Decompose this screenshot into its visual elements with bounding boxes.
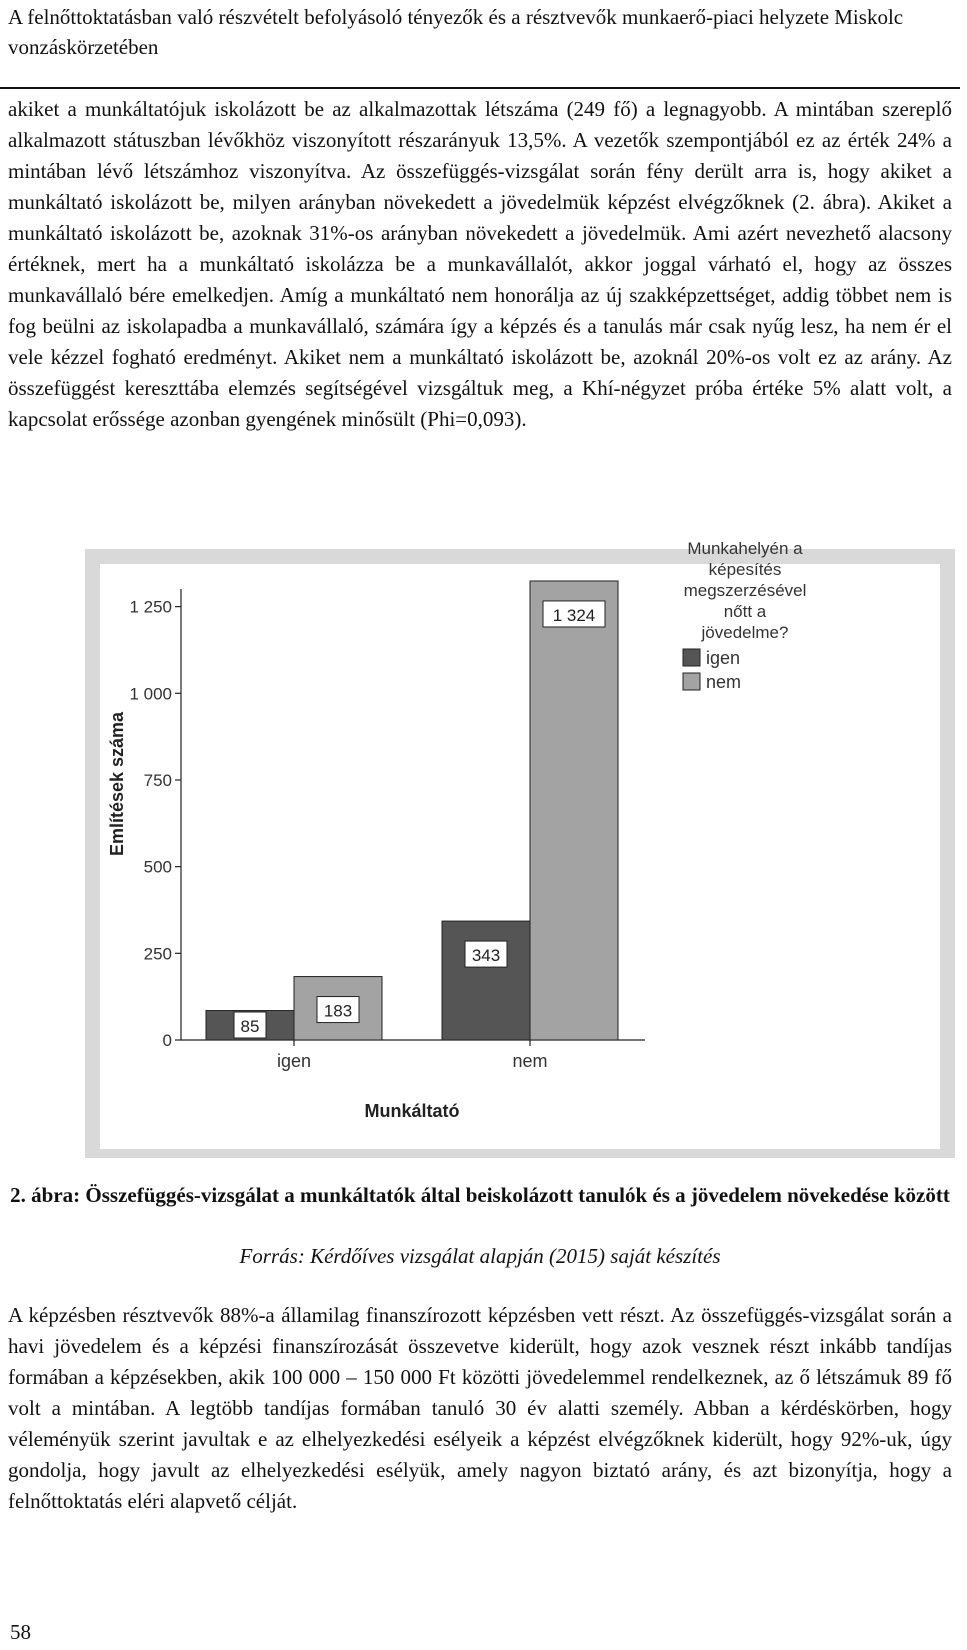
legend-title-line: jövedelme? (701, 623, 789, 642)
figure-caption-title: 2. ábra: Összefüggés-vizsgálat a munkáltatók által beiskolázott tanulók és a jövedelem növekedése között (10, 1183, 950, 1207)
chart-svg (85, 539, 955, 1158)
x-tick-label-nem: nem (512, 1051, 548, 1071)
page-number: 58 (10, 1620, 31, 1644)
body-paragraph-2: A képzésben résztvevők 88%-a államilag finanszírozott képzésben vett részt. Az összefüggés-vizsgálat során a havi jövedelem és a képzési finanszírozását összevetve kiderült, hogy azok vesznek részt inkább tandíjas formában a képzésekben, akik 100 000 – 150 000 Ft közötti jövedelemmel rendelkeznek, az ő létszámuk 89 fő volt a mintában. A legtöbb tandíjas formában tanuló 30 év alatti személy. Abban a kérdéskörben, hogy véleményük szerint javultak e az elhelyezkedési esélyeik a képzést elvégzőknek kiderült, hogy 92%-uk, úgy gondolja, hogy javult az elhelyezkedési esélyük, amely nagyon biztató arány, és azt bizonyítja, hogy a felnőttoktatás eléri alapvető célját. (8, 1303, 952, 1513)
y-axis-title: Említések száma (107, 711, 127, 857)
legend-swatch-nem (683, 673, 700, 690)
legend-title-line: megszerzésével (683, 581, 807, 600)
data-label-igen-nem: 183 (323, 1001, 353, 1021)
y-tick-label: 250 (143, 944, 172, 964)
bar-chart (85, 539, 967, 1158)
x-tick-label-igen: igen (276, 1051, 312, 1071)
legend-title-line: Munkahelyén a (687, 539, 803, 558)
legend-label-igen: igen (706, 648, 741, 668)
legend-title-line: képesítés (708, 560, 782, 579)
figure-caption-source: Forrás: Kérdőíves vizsgálat alapján (2015) saját készítés (239, 1244, 721, 1268)
y-tick-label: 500 (143, 857, 172, 877)
legend-label-nem: nem (706, 672, 742, 692)
running-head: A felnőttoktatásban való részvételt befolyásoló tényezők és a résztvevők munkaerő-piaci helyzete Miskolc vonzáskörzetében (8, 5, 904, 59)
data-label-igen-igen: 85 (240, 1017, 260, 1036)
legend-title-line: nőtt a (723, 602, 767, 621)
header-rule (0, 87, 960, 89)
data-label-nem-igen: 343 (471, 946, 501, 966)
body-paragraph-1: akiket a munkáltatójuk iskolázott be az alkalmazottak létszáma (249 fő) a legnagyobb. A mintában szereplő alkalmazott státuszban lévőkhöz viszonyított részarányuk 13,5%. A vezetők szempontjából ez az érték 24% a mintában lévő létszámhoz viszonyítva. Az összefüggés-vizsgálat során fény derült arra is, hogy akiket a munkáltató iskolázott be, milyen arányban növekedett a jövedelmük képzést elvégzőknek (2. ábra). Akiket a munkáltató iskolázott be, azoknak 31%-os arányban növekedett a jövedelmük. Ami azért nevezhető alacsony értéknek, mert ha a munkáltató iskolázza be a munkavállalót, akkor joggal várható el, hogy az összes munkavállaló bére emelkedjen. Amíg a munkáltató nem honorálja az új szakképzettséget, addig többet nem is fog beülni az iskolapadba a munkavállaló, számára így a képzés és a tanulás már csak nyűg lesz, ha nem ér el vele kézzel fogható eredményt. Akiket nem a munkáltató iskolázott be, azoknál 20%-os volt ez az arány. Az összefüggést kereszttába elemzés segítségével vizsgáltuk meg, a Khí-négyzet próba értéke 5% alatt volt, a kapcsolat erőssége azonban gyengének minősült (Phi=0,093). (8, 97, 952, 431)
bar-nem-igen (442, 921, 530, 1040)
y-tick-label: 1 250 (129, 597, 172, 617)
legend-swatch-igen (683, 649, 700, 666)
y-tick-label: 750 (143, 770, 172, 790)
y-tick-label: 1 000 (129, 684, 172, 704)
data-label-nem-nem: 1 324 (552, 605, 596, 625)
x-axis-title: Munkáltató (364, 1101, 460, 1121)
y-tick-label: 0 (162, 1031, 172, 1050)
bar-nem-nem (530, 581, 618, 1040)
